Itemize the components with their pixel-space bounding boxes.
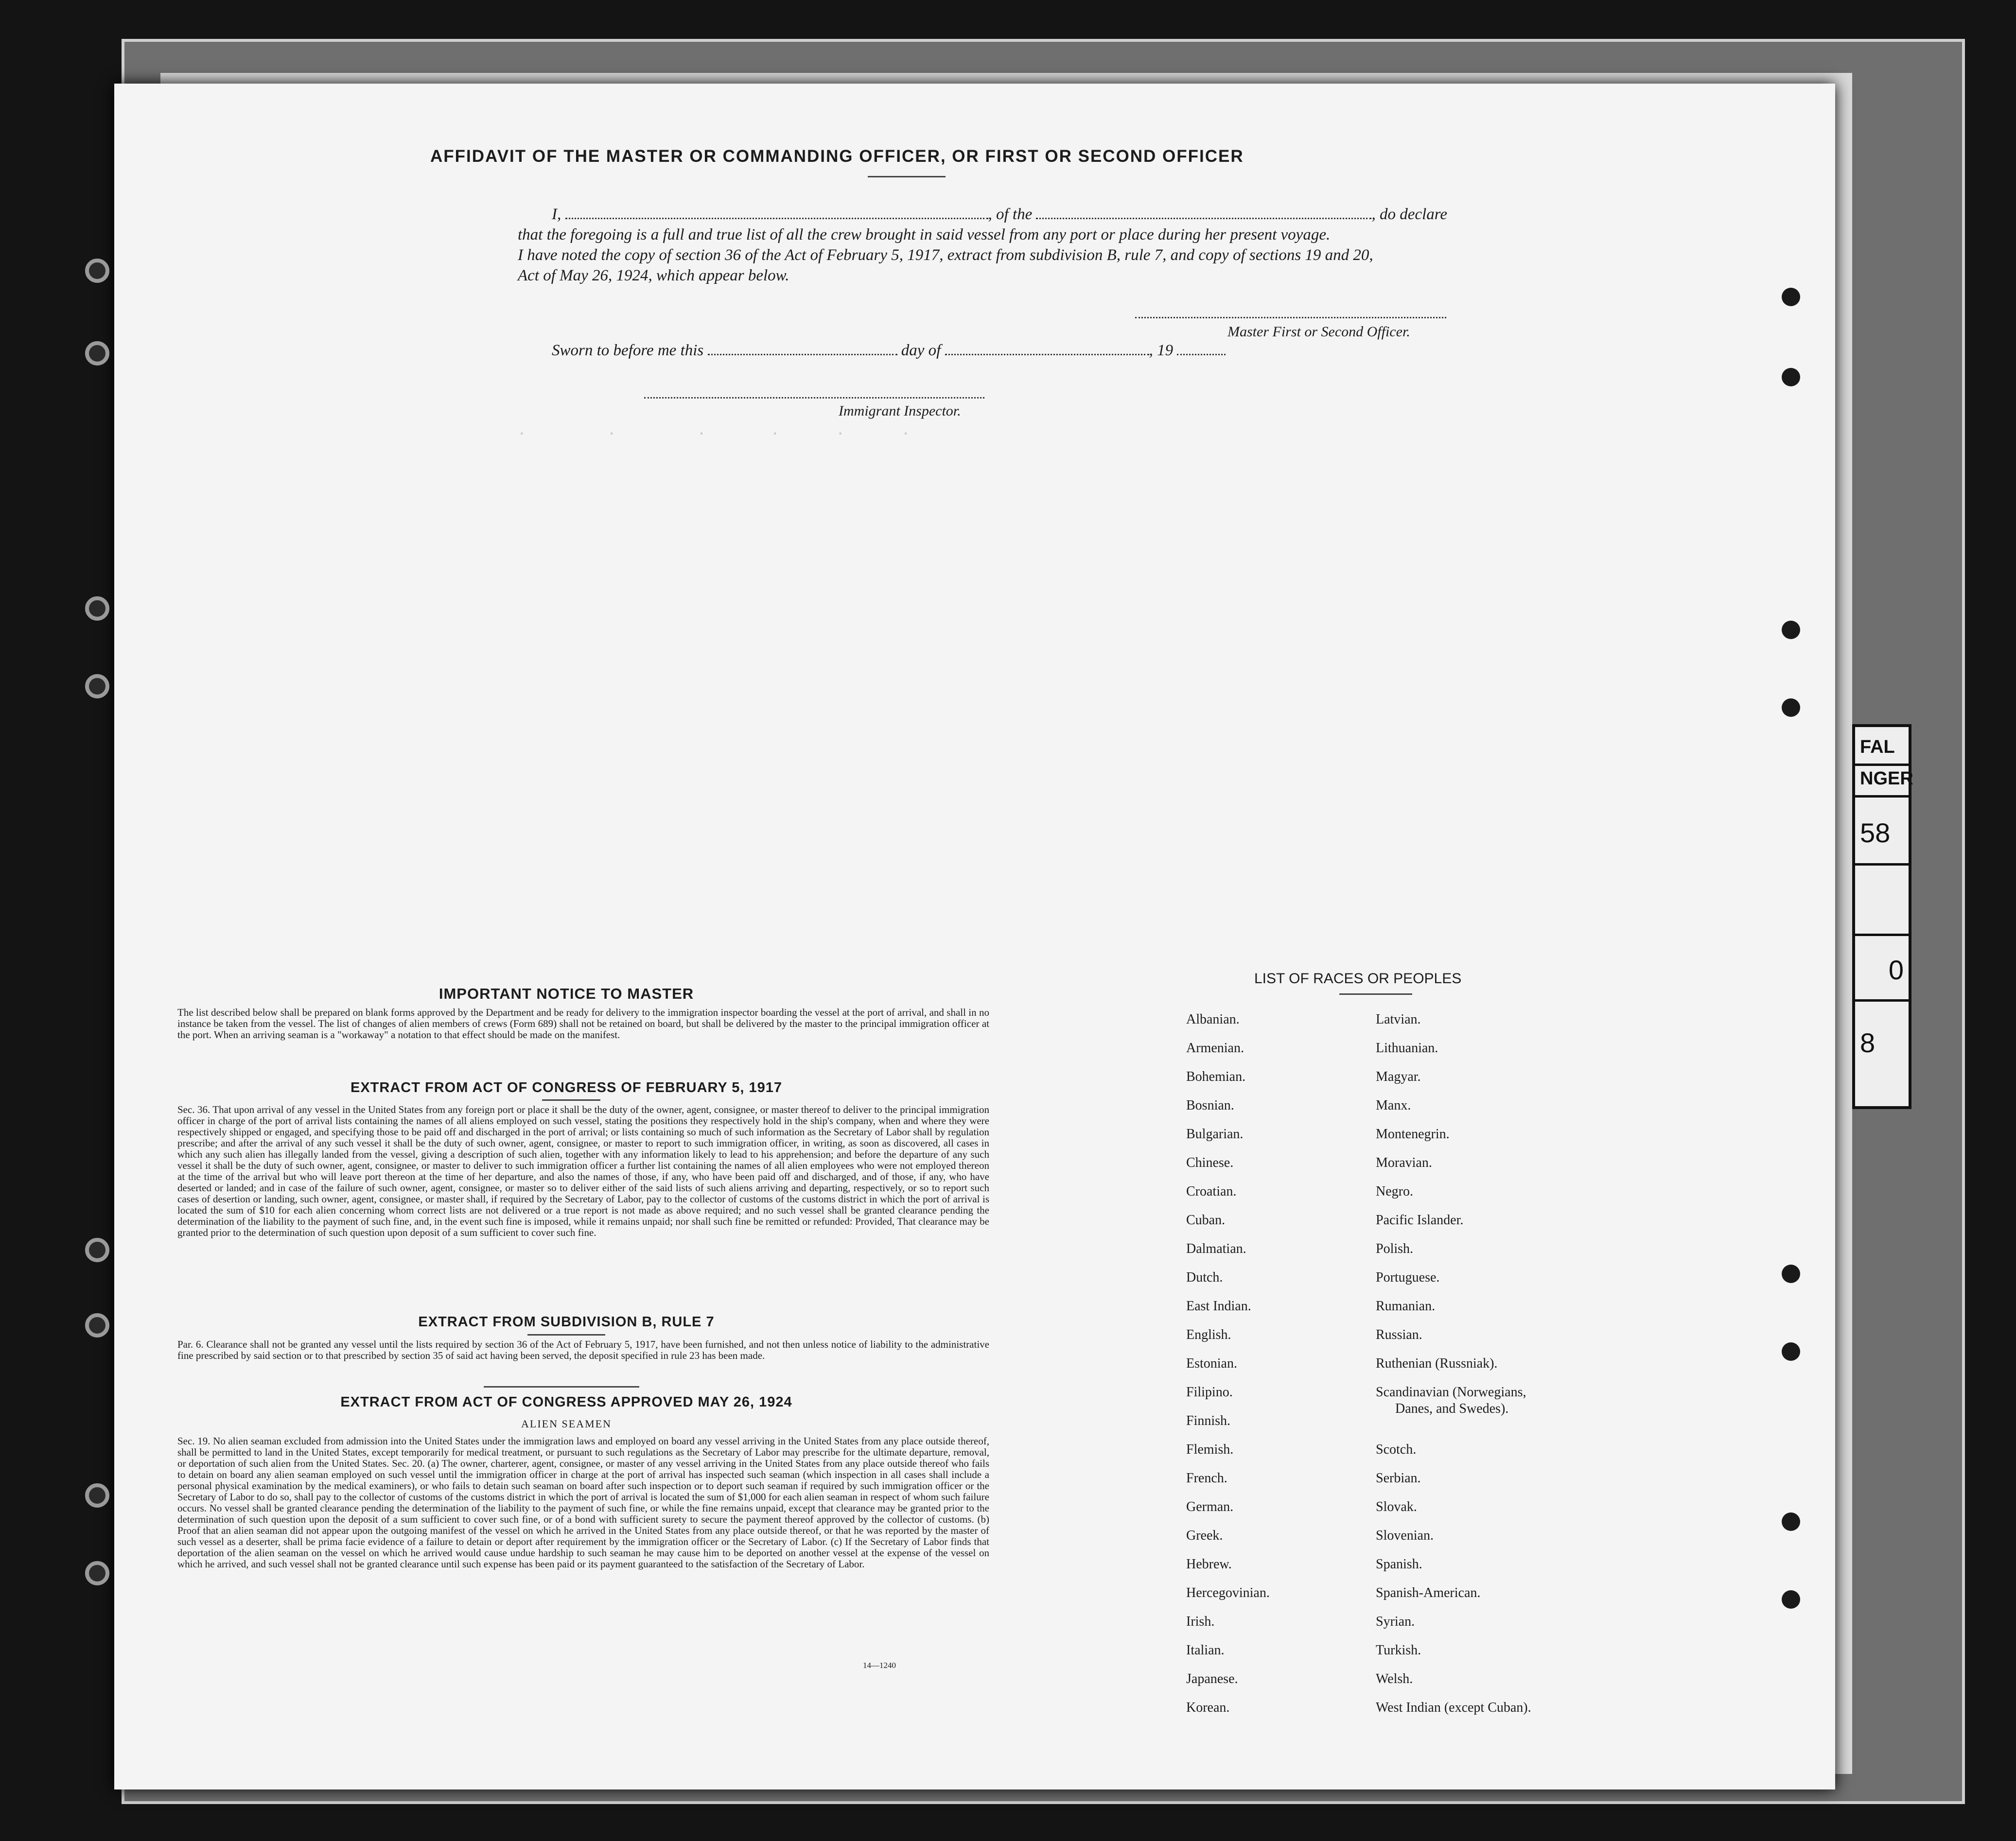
sworn-month-field[interactable] [945,341,1149,355]
notice-text: The list described below shall be prepared on blank forms approved by the Department and be ready for delivery to the immigration inspector boarding the vessel at the port of arrival, and shall in no instance be taken from the vessel. The list of changes of alien members of crews (Form 689) shall not be retained on board, but shall be delivered by the master to the principal immigration officer at the port. When an arriving seaman is a "workaway" a notation to that effect should be made on the manifest. [177,1007,989,1041]
inspector-signature-line[interactable] [644,397,984,399]
subdivision-text: Par. 6. Clearance shall not be granted any vessel until the lists required by section 36 of the Act of February 5, 1917, have been furnished, and not then unless notice of liability to the administrative fine prescribed by said section or to that prescribed by section 35 of said act having been served, the deposit specified in rule 23 has been made. [177,1338,989,1361]
affidavit-title: AFFIDAVIT OF THE MASTER OR COMMANDING OFFICER, OR FIRST OR SECOND OFFICER [430,147,1244,166]
race-item: Bulgarian. [1186,1127,1244,1142]
punch-hole [1782,288,1800,306]
race-item: Flemish. [1186,1442,1234,1457]
i-label: I, [552,206,561,223]
race-item: Montenegrin. [1376,1127,1450,1142]
sworn-day-field[interactable] [708,341,897,355]
race-item: Manx. [1376,1098,1411,1113]
extract-1924-subtitle: ALIEN SEAMEN [521,1418,612,1430]
punch-hole [85,1238,109,1262]
tab-row [1855,868,1909,936]
race-item: Magyar. [1376,1069,1421,1084]
punch-hole [85,596,109,621]
affidavit-line-1 [552,204,1587,225]
notice-title: IMPORTANT NOTICE TO MASTER [438,985,694,1002]
race-item: Serbian. [1376,1471,1421,1486]
race-item: Croatian. [1186,1184,1237,1199]
punch-hole [1782,1512,1800,1531]
race-item: Lithuanian. [1376,1041,1438,1056]
tab-row: 58 [1855,800,1909,866]
divider [1339,993,1412,995]
year-label: , 19 [1149,342,1174,359]
do-declare-label: , do declare [1371,206,1447,223]
vessel-field[interactable] [1036,205,1371,219]
race-item: French. [1186,1471,1227,1486]
punch-hole [1782,1590,1800,1609]
races-title: LIST OF RACES OR PEOPLES [1254,971,1462,987]
race-item: German. [1186,1499,1234,1514]
race-item: Hebrew. [1186,1557,1232,1572]
punch-hole [1782,698,1800,717]
master-signature-line[interactable] [1135,317,1446,318]
extract-1917-title: EXTRACT FROM ACT OF CONGRESS OF FEBRUARY 5, 1917 [350,1080,783,1095]
day-of-label: day of [901,342,941,359]
affidavit-line-4: Act of May 26, 1924, which appear below. [518,267,789,284]
bleed-through: . . . . . . [518,424,910,439]
race-item: Filipino. [1186,1385,1233,1400]
punch-hole [85,674,109,698]
extract-1924-text: Sec. 19. No alien seaman excluded from admission into the United States under the immigration laws and employed on board any vessel arriving in the United States from any place outside thereof, shall be permitted to land in the United States, except temporarily for medical treatment, or pursuant to such regulations as the Secretary of Labor may prescribe for the ultimate departure, removal, or deportation of such alien from the United States. Sec. 20. (a) The owner, charterer, agent, consignee, or master of any vessel arriving in the United States from any place outside thereof who fails to detain on board any alien seaman employed on such vessel until the immigration officer in charge at the port of arrival has inspected such seaman (which inspection in all cases shall include a personal physical examination by the medical examiners), or who fails to detain such seaman on board after such inspection or to deport such seaman if required by such immigration officer or the Secretary of Labor to do so, shall pay to the collector of customs of the customs district in which the port of arrival is located the sum of $1,000 for each alien seaman in respect of whom such failure occurs. No vessel shall be granted clearance pending the determination of the liability to the payment of such fine, or while the fine remains unpaid, except that clearance may be granted prior to the determination of such question upon the deposit of a sum sufficient to cover such fine, or of a bond with sufficient surety to secure the payment thereof approved by the collector of customs. (b) Proof that an alien seaman did not appear upon the outgoing manifest of the vessel on which he arrived in the United States from any place outside thereof, or that he was reported by the master of such vessel as a deserter, shall be prima facie evidence of a failure to detain or deport after requirement by the immigration officer or the Secretary of Labor. (c) If the Secretary of Labor finds that deportation of the alien seaman on the vessel on which he arrived would cause undue hardship to such seaman he may cause him to be deported on another vessel at the expense of the vessel on which he arrived, and such vessel shall not be granted clearance until such expense has been paid or its payment guaranteed to the satisfaction of the Secretary of Labor. [177,1435,989,1570]
race-item: Russian. [1376,1327,1422,1342]
sworn-line [552,340,1226,361]
race-item: Finnish. [1186,1413,1231,1428]
race-item: Welsh. [1376,1671,1413,1686]
punch-hole [1782,621,1800,639]
race-item: Estonian. [1186,1356,1237,1371]
race-item: Greek. [1186,1528,1223,1543]
race-item: Polish. [1376,1241,1414,1256]
of-the-label: , of the [988,206,1033,223]
race-item: English. [1186,1327,1231,1342]
race-item: Scandinavian (Norwegians, [1376,1385,1526,1400]
name-field[interactable] [565,205,988,219]
race-item: Danes, and Swedes). [1395,1401,1509,1416]
sworn-label: Sworn to before me this [552,342,704,359]
tab-row: FAL [1855,737,1909,766]
race-item: Scotch. [1376,1442,1417,1457]
year-field[interactable] [1177,341,1226,355]
race-item: Ruthenian (Russniak). [1376,1356,1498,1371]
tab-row: 0 [1855,938,1909,1002]
race-item: Portuguese. [1376,1270,1440,1285]
race-item: Cuban. [1186,1213,1226,1228]
race-item: Italian. [1186,1643,1225,1658]
punch-hole [85,1483,109,1508]
race-item: Spanish-American. [1376,1585,1481,1600]
punch-hole [1782,368,1800,386]
race-item: Slovenian. [1376,1528,1434,1543]
divider [527,1334,605,1336]
divider [868,176,946,177]
race-item: Korean. [1186,1700,1230,1715]
race-item: Syrian. [1376,1614,1415,1629]
race-item: Chinese. [1186,1155,1234,1170]
subdivision-title: EXTRACT FROM SUBDIVISION B, RULE 7 [418,1314,715,1330]
race-item: Dalmatian. [1186,1241,1246,1256]
races-right-column [1376,1005,1619,1722]
races-left-column [1186,1005,1361,1722]
master-signature-label: Master First or Second Officer. [1227,324,1410,340]
punch-hole [85,341,109,365]
divider [542,1099,600,1101]
race-item: West Indian (except Cuban). [1376,1700,1531,1715]
affidavit-line-2: that the foregoing is a full and true list of all the crew brought in said vessel from any port or place during her present voyage. [518,226,1331,243]
race-item: Armenian. [1186,1041,1244,1056]
race-item: Bosnian. [1186,1098,1234,1113]
affidavit-line-3: I have noted the copy of section 36 of the Act of February 5, 1917, extract from subdivision B, rule 7, and copy of sections 19 and 20, [518,246,1373,264]
race-item: Spanish. [1376,1557,1422,1572]
race-item: Slovak. [1376,1499,1417,1514]
form-number: 14—1240 [863,1661,896,1670]
race-item: Hercegovinian. [1186,1585,1270,1600]
race-item: Dutch. [1186,1270,1223,1285]
race-item: Turkish. [1376,1643,1421,1658]
race-item: Rumanian. [1376,1299,1436,1314]
punch-hole [85,259,109,283]
index-tab [1852,724,1911,1109]
race-item: Latvian. [1376,1012,1421,1027]
race-item: Irish. [1186,1614,1215,1629]
inspector-label: Immigrant Inspector. [839,403,961,419]
race-item: Albanian. [1186,1012,1240,1027]
race-item: Moravian. [1376,1155,1432,1170]
race-item: Japanese. [1186,1671,1238,1686]
extract-1924-title: EXTRACT FROM ACT OF CONGRESS APPROVED MAY 26, 1924 [340,1394,792,1410]
punch-hole [1782,1342,1800,1361]
race-item: East Indian. [1186,1299,1251,1314]
race-item: Negro. [1376,1184,1413,1199]
tab-row: 8 [1860,1027,1876,1058]
manifest-page [114,84,1835,1789]
race-item: Bohemian. [1186,1069,1246,1084]
extract-1917-text: Sec. 36. That upon arrival of any vessel in the United States from any foreign port or place it shall be the duty of the owner, agent, consignee, or master thereof to deliver to the principal immigration officer in charge of the port of arrival lists containing the names of all aliens employed on such vessel, stating the positions they respectively hold in the ship's company, when and where they were respectively shipped or engaged, and specifying those to be paid off and discharged in the port of arrival; or lists containing so much of such information as the Secretary of Labor shall by regulation prescribe; and after the arrival of any such vessel it shall be the duty of such owner, agent, consignee, or master to report to such immigration officer, in writing, as soon as discovered, all cases in which any such alien has illegally landed from the vessel, giving a description of such alien, together with any information likely to lead to his apprehension; and before the departure of any such vessel it shall be the duty of such owner, agent, consignee, or master to deliver to such immigration officer a further list containing the names of all alien employees who were not employed thereon at the time of the arrival but who will leave port thereon at the time of her departure, and also the names of those, if any, who have been paid off and discharged, and of those, if any, who have deserted or landed; and in case of the failure of such owner, agent, consignee, or master so to deliver either of the said lists of such aliens arriving and departing, respectively, or so to report such cases of desertion or landing, such owner, agent, consignee, or master shall, if required by the Secretary of Labor, pay to the collector of customs of the customs district in which the port of arrival is located the sum of $10 for each alien concerning whom correct lists are not delivered or a true report is not made as above required; and no such vessel shall be granted clearance pending the determination of the liability to the payment of such fine, and, in the event such fine is imposed, while it remains unpaid; nor shall such fine be remitted or refunded: Provided, That clearance may be granted prior to the determination of such question upon deposit of a sum sufficient to cover such fine. [177,1104,989,1238]
punch-hole [85,1313,109,1337]
tab-row: NGER [1855,768,1909,798]
divider [484,1386,639,1388]
punch-hole [85,1561,109,1585]
race-item: Pacific Islander. [1376,1213,1464,1228]
punch-hole [1782,1265,1800,1283]
